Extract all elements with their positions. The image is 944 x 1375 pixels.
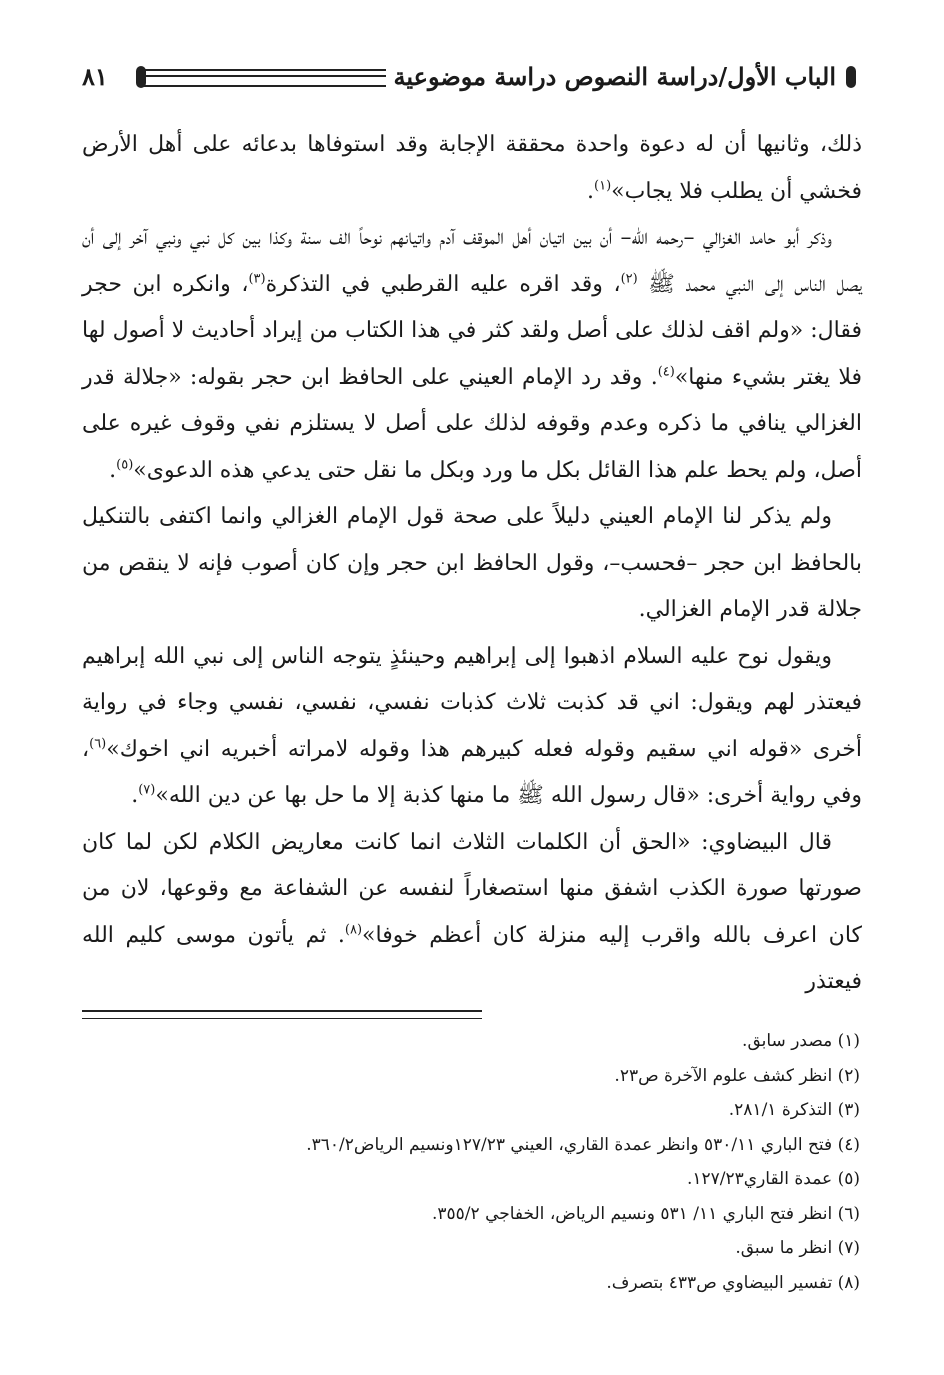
footnote-separator xyxy=(82,1010,482,1019)
footnote-ref: (٣) xyxy=(248,271,266,287)
footnote-ref: (٦) xyxy=(89,736,107,752)
chapter-title: الباب الأول/دراسة النصوص دراسة موضوعية xyxy=(386,62,844,91)
paragraph: ولم يذكر لنا الإمام العيني دليلاً على صحة قول الإمام الغزالي وانما اكتفى بالتنكيل بالحافظ ابن حجر –فحسب–، وقول الحافظ ابن حجر وإن كان أصوب فإنه لا ينقص من جلالة قدر الإمام الغزالي. xyxy=(82,504,863,622)
footnote-ref: (١) xyxy=(594,178,612,194)
footnote: (٣) التذكرة ٢٨١/١. xyxy=(728,1100,860,1120)
paragraph: قال البيضاوي: «الحق أن الكلمات الثلاث انما كانت معاريض الكلام لكن لما كان صورتها صورة الكذب اشفق منها استصغاراً لنفسه عن الشفاعة مع وقوعها، لان من كان اعرف بالله واقرب إليه منزلة كان أعظم خوفا»$^{(٨)}$. ثم يأتون موسى كليم الله فيعتذر xyxy=(82,829,862,994)
footnote: (٢) انظر كشف علوم الآخرة ص٢٣. xyxy=(614,1065,860,1086)
footnote-ref: (٤) xyxy=(657,364,675,380)
running-header xyxy=(82,60,862,100)
header-ornament xyxy=(136,66,146,88)
main-text xyxy=(82,122,862,1006)
footnote: (٧) انظر ما سبق. xyxy=(735,1238,860,1258)
header-ornament xyxy=(846,66,856,88)
footnote: (٤) فتح الباري ٥٣٠/١١ وانظر عمدة القاري، العيني ١٢٧/٢٣ونسيم الرياض٣٦٠/٢. xyxy=(306,1134,860,1155)
footnote-ref: (٨) xyxy=(344,922,363,938)
footnote-ref: (٥) xyxy=(116,457,134,473)
page-number: ٨١ xyxy=(82,62,108,91)
footnote: (٨) تفسير البيضاوي ص٤٣٣ بتصرف. xyxy=(606,1272,860,1293)
footnote: (٦) انظر فتح الباري ١١/ ٥٣١ ونسيم الرياض، الخفاجي ٣٥٥/٢. xyxy=(432,1203,860,1224)
footnote: (٥) عمدة القاري١٢٧/٢٣. xyxy=(686,1169,860,1189)
footnote-ref: (٢) xyxy=(620,271,638,287)
paragraph: ويقول نوح عليه السلام اذهبوا إلى إبراهيم وحينئذٍ يتوجه الناس إلى نبي الله إبراهيم فيعتذر لهم ويقول: اني قد كذبت ثلاث كذبات نفسي، نفسي، نفسي وجاء في رواية أخرى «قوله اني سقيم وقوله فعله كبيرهم هذا وقوله لامراته أخبريه اني اخوك»$^{(٦)}$، وفي رواية أخرى: «قال رسول الله ﷺ ما منها كذبة إلا ما حل بها عن دين الله»$^{(٧)}$. xyxy=(82,643,862,808)
footnote: (١) مصدر سابق. xyxy=(742,1031,860,1051)
paragraph: وذكر أبو حامد الغزالي –رحمه الله– أن بين اتيان أهل الموقف آدم واتيانهم نوحاً الف سنة وكذا بين كل نبي ونبي آخر إلى أن يصل الناس إلى النبي محمد ﷺ $^{(٢)}$، وقد اقره عليه القرطبي في التذكرة$^{(٣)}$، وانكره ابن حجر فقال: «ولم اقف لذلك على أصل ولقد كثر في هذا الكتاب من إيراد أحاديث لا أصول لها فلا يغتر بشيء منها»$^{(٤)}$. وقد رد الإمام العيني على الحافظ ابن حجر بقوله: «جلالة قدر الغزالي ينافي ما ذكره وعدم وقوفه لذلك على أصل لا يستلزم نفي وقوف غيره على أصل، ولم يحط علم هذا القائل بكل ما ورد وبكل ما نقل حتى يدعي هذه الدعوى»$^{(٥)}$. xyxy=(82,225,863,483)
paragraph: ذلك، وثانيها أن له دعوة واحدة محققة الإجابة وقد استوفاها بدعائه على أهل الأرض فخشي أن يطلب فلا يجاب»$^{(١)}$. xyxy=(82,132,863,204)
footnote-ref: (٧) xyxy=(138,782,156,798)
footnotes xyxy=(82,1024,860,1300)
